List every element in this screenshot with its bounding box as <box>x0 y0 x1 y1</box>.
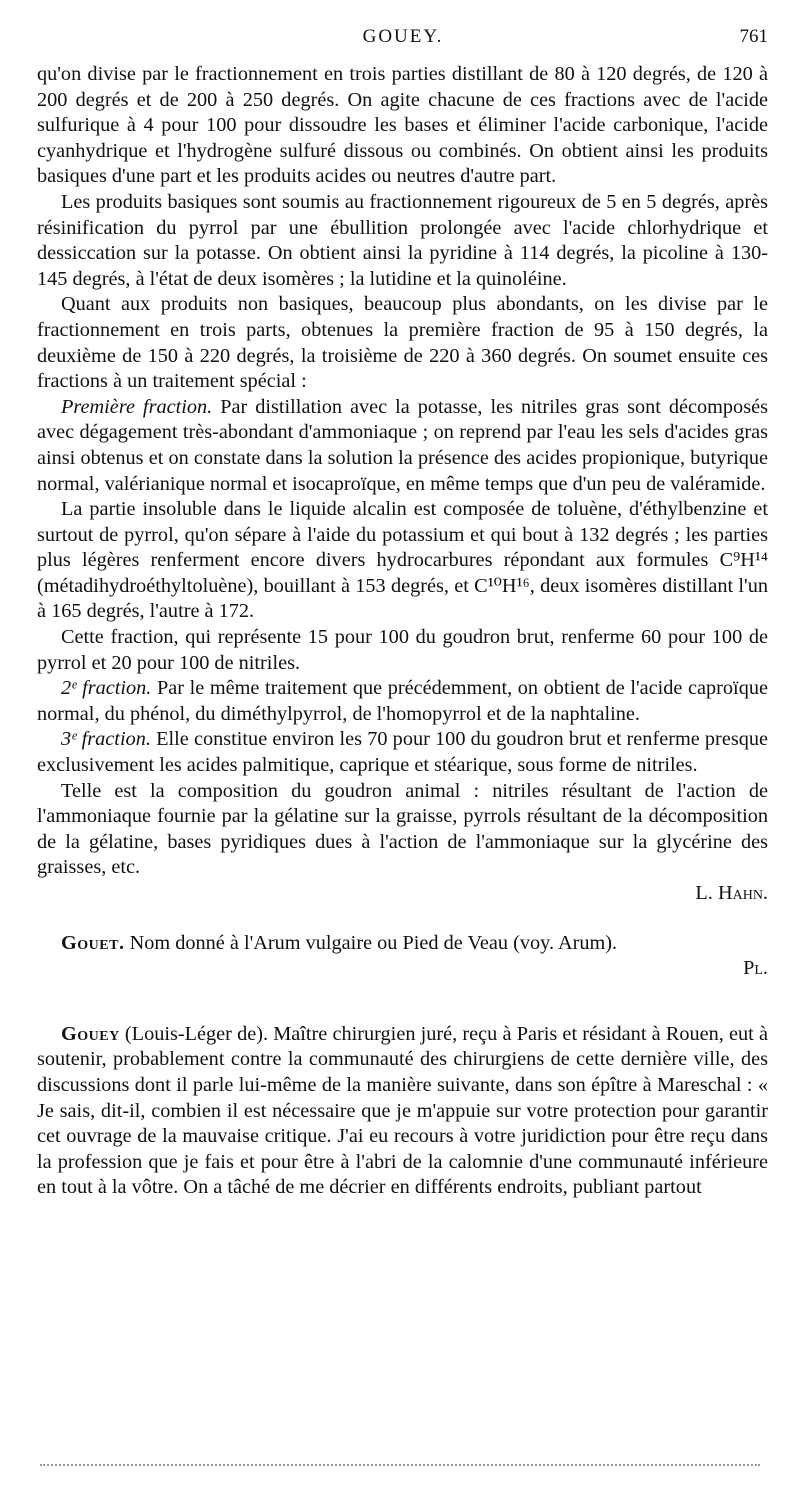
signature-hahn: L. Hahn. <box>695 882 768 904</box>
body-text <box>37 62 768 1201</box>
headword-gouet: Gouet. <box>61 931 125 954</box>
paragraph-third-fraction <box>37 727 768 778</box>
third-fraction-text: Elle constitue environ les 70 pour 100 du goudron brut et renferme presque exclusivement les acides palmitique, caprique et stéarique, sous forme de nitriles. <box>37 728 768 777</box>
first-fraction-text: Par distillation avec la potasse, les nitriles gras sont décomposés avec dégagement très-abondant d'ammoniaque ; on reprend par l'eau les sels d'acides gras ainsi obtenus et on constate dans la solution la présence des acides propionique, butyrique normal, valérianique normal et isocaproïque, en même temps que d'un peu de valéramide. <box>37 395 768 495</box>
paragraph-fraction-summary: Cette fraction, qui représente 15 pour 100 du goudron brut, renferme 60 pour 100 de pyrrol et 20 pour 100 de nitriles. <box>37 626 768 674</box>
paragraph-basic-products: Les produits basiques sont soumis au fractionnement rigoureux de 5 en 5 degrés, après résinification du pyrrol par une ébullition prolongée avec l'acide chlorhydrique et dessiccation sur la potasse. On obtient ainsi la pyridine à 114 degrés, la picoline à 130-145 degrés, à l'état de deux isomères ; la lutidine et la quinoléine. <box>37 190 768 290</box>
entry-gouet-text: Nom donné à l'Arum vulgaire ou Pied de Veau (voy. Arum). <box>129 931 618 954</box>
entry-gouet <box>37 931 768 957</box>
first-fraction-label: Première fraction. <box>61 395 213 418</box>
paragraph-insoluble-part: La partie insoluble dans le liquide alcalin est composée de toluène, d'éthylbenzine et surtout de pyrrol, qu'on sépare à l'aide du potassium et qui bout à 132 degrés ; les parties plus légères renferment encore divers hydrocarbures répondant aux formules C⁹H¹⁴ (métadihydroéthyltoluène), bouillant à 153 degrés, et C¹⁰H¹⁶, deux isomères distillant l'un à 165 degrés, l'autre à 172. <box>37 498 768 623</box>
paragraph-second-fraction <box>37 676 768 727</box>
paragraph-conclusion: Telle est la composition du goudron animal : nitriles résultant de l'action de l'ammoniaque fournie par la gélatine sur la graisse, pyrrols résultant de la décomposition de la gélatine, bases pyridiques dues à l'action de l'ammoniaque sur la glycérine des graisses, etc. <box>37 779 768 879</box>
footer-dotted-rule <box>40 1464 760 1466</box>
page-number: 761 <box>739 26 768 47</box>
entry-gouey-text: (Louis-Léger de). Maître chirurgien juré, reçu à Paris et résidant à Rouen, eut à soutenir, probablement contre la communauté des chirurgiens de cette dernière ville, des discussions dont il parle lui-même de la manière suivante, dans son épître à Mareschal : « Je sais, dit-il, combien il est nécessaire que je m'appuie sur votre protection pour garantir cet ouvrage de la mauvaise critique. J'ai eu recours à votre juridiction pour être reçu dans la profession que je fais et pour être à l'abri de la calomnie d'une communauté inférieure en tout à la vôtre. On a tâché de me décrier en différents endroits, publiant partout <box>37 1022 768 1199</box>
signature-pl: Pl. <box>743 957 768 980</box>
running-head <box>38 26 768 56</box>
second-fraction-label: 2ᵉ fraction. <box>61 677 152 700</box>
second-fraction-text: Par le même traitement que précédemment, on obtient de l'acide caproïque normal, du phénol, du diméthylpyrrol, de l'homopyrrol et de la naphtaline. <box>37 677 768 725</box>
entry-gouey <box>37 1022 768 1201</box>
paragraph-continuation: qu'on divise par le fractionnement en trois parties distillant de 80 à 120 degrés, de 120 à 200 degrés et de 200 à 250 degrés. On agite chacune de ces fractions avec de l'acide sulfurique à 4 pour 100 pour dissoudre les bases et éliminer l'acide carbonique, l'acide cyanhydrique et l'hydrogène sulfuré dissous ou combinés. On obtient ainsi les produits basiques d'une part et les produits acides ou neutres d'autre part. <box>37 63 768 188</box>
paragraph-first-fraction <box>37 395 768 497</box>
running-title: GOUEY. <box>362 26 444 47</box>
third-fraction-label: 3ᵉ fraction. <box>61 728 151 751</box>
paragraph-non-basic-products: Quant aux produits non basiques, beaucoup plus abondants, on les divise par le fractionnement en trois parts, obtenues la première fraction de 95 à 150 degrés, la deuxième de 150 à 220 degrés, la troisième de 220 à 360 degrés. On soumet ensuite ces fractions à un traitement spécial : <box>37 293 768 393</box>
headword-gouey: Gouey <box>61 1022 120 1045</box>
